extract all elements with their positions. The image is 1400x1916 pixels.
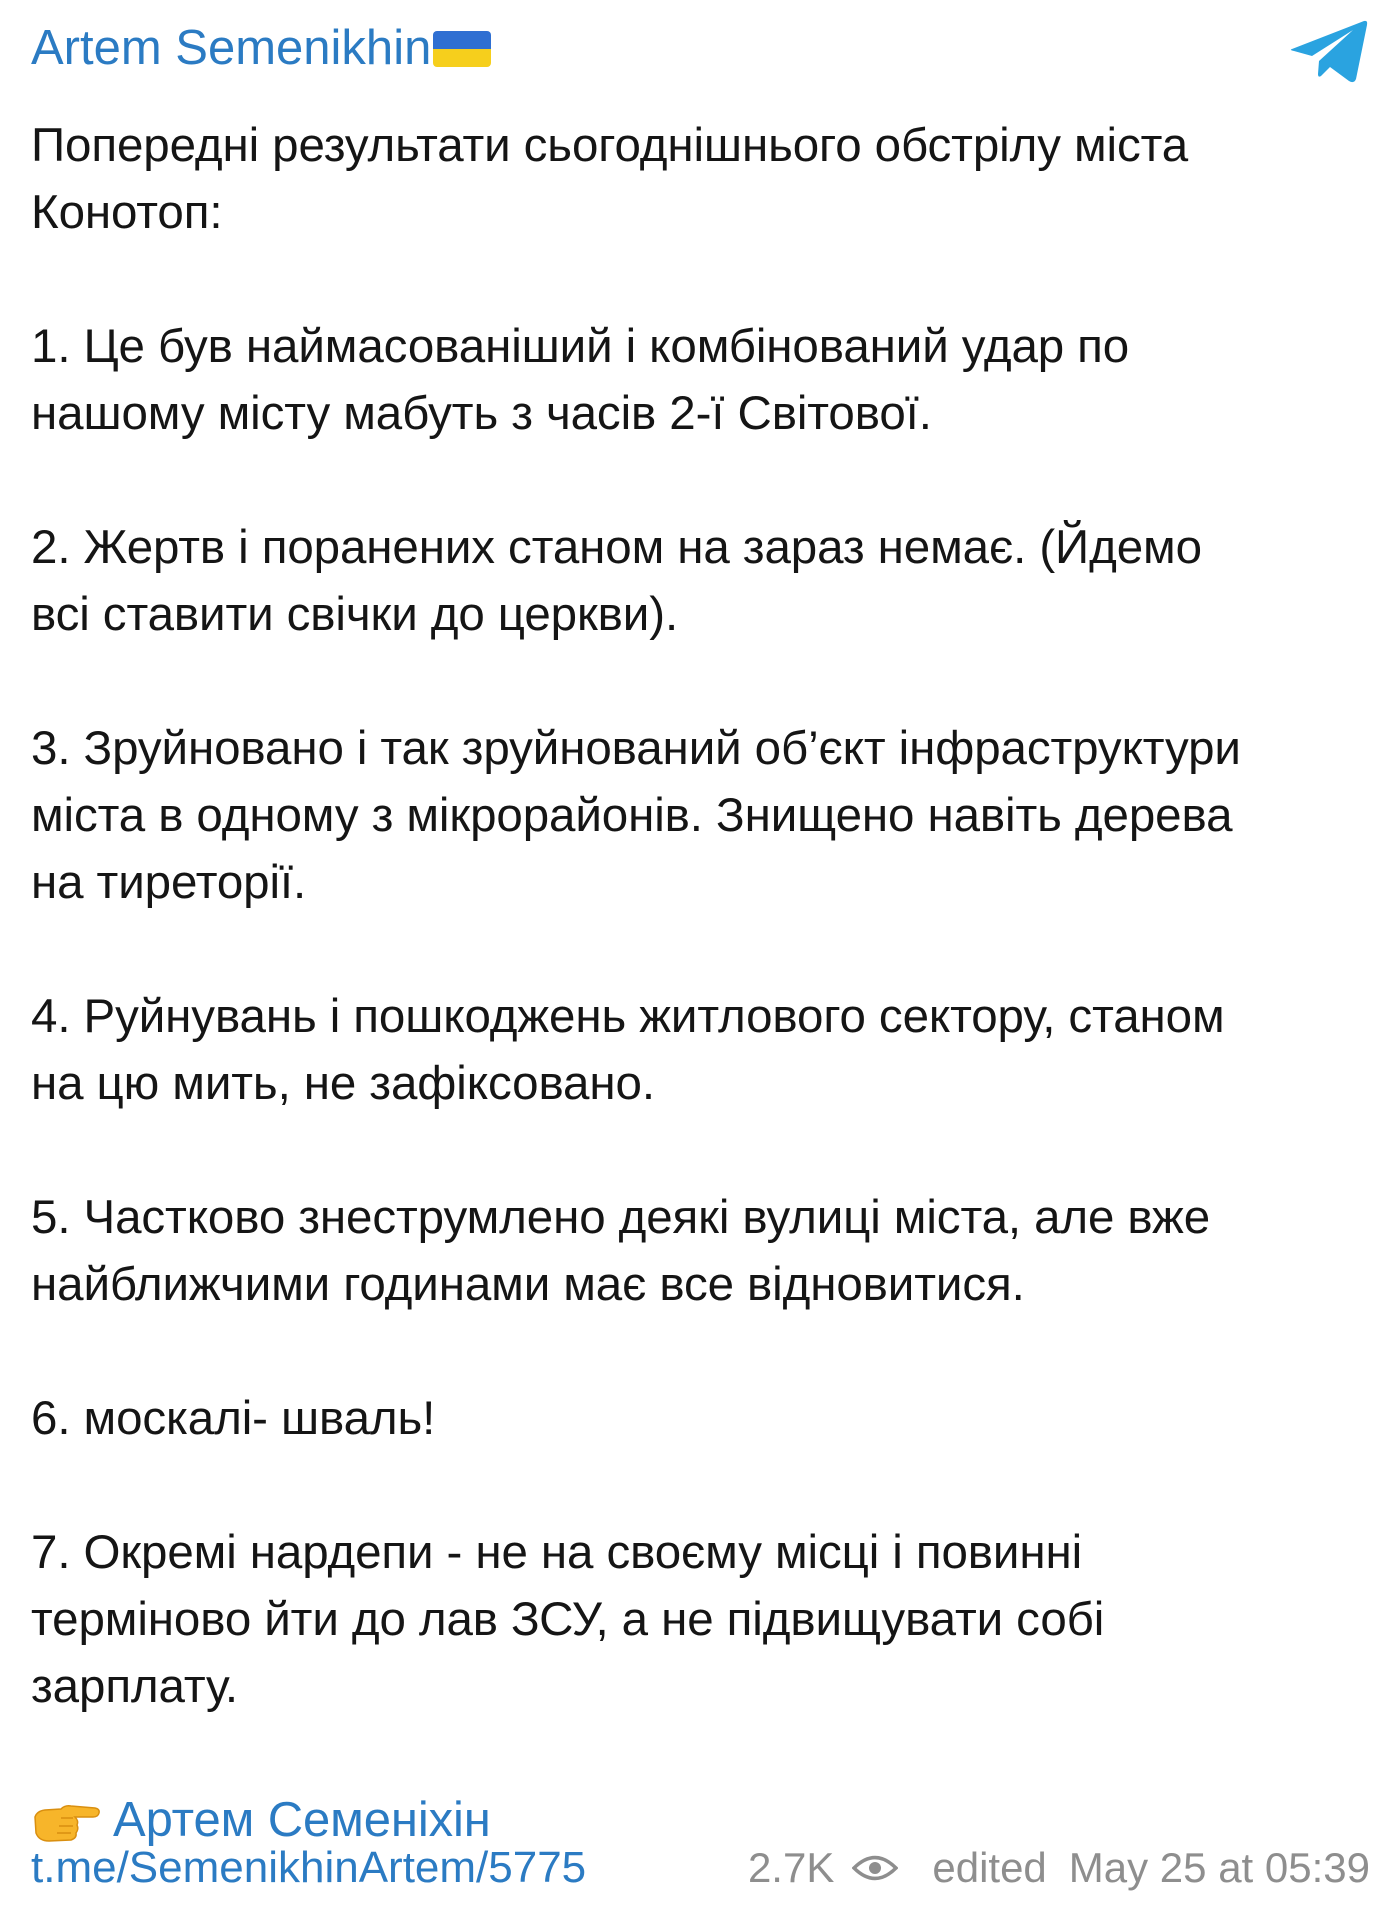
view-count-value: 2.7K <box>747 1844 835 1891</box>
message-paragraph-2: 2. Жертв і поранених станом на зараз немає. (Йдемо всі ставити свічки до церкви). <box>31 521 1202 641</box>
edited-label: edited <box>932 1844 1047 1891</box>
message-paragraph-1: 1. Це був наймасованіший і комбінований удар по нашому місту мабуть з часів 2-ї Світової. <box>31 320 1130 440</box>
message-paragraph-5: 5. Частково знеструмлено деякі вулиці міста, але вже найближчими годинами має все відновитися. <box>31 1191 1211 1311</box>
eye-icon <box>852 1853 898 1883</box>
message-body <box>31 112 1370 1854</box>
message-paragraph-6: 6. москалі- шваль! <box>31 1392 436 1445</box>
channel-author-link[interactable] <box>31 18 491 78</box>
author-name: Artem Semenikhin <box>31 21 432 75</box>
post-meta <box>748 1844 1370 1892</box>
ukraine-flag-icon <box>433 31 491 67</box>
message-paragraph-intro: Попередні результати сьогоднішнього обстрілу міста Конотоп: <box>31 119 1189 239</box>
message-paragraph-7: 7. Окремі нардепи - не на своєму місці і повинні терміново йти до лав ЗСУ, а не підвищувати собі зарплату. <box>31 1526 1105 1713</box>
post-header <box>31 18 1370 88</box>
signature-name: Артем Семеніхін <box>113 1793 491 1847</box>
message-paragraph-3: 3. Зруйновано і так зруйнований об’єкт інфраструктури міста в одному з мікрорайонів. Знищено навіть дерева на тиреторії. <box>31 722 1241 909</box>
telegram-logo-icon[interactable] <box>1288 16 1370 88</box>
view-count <box>748 1844 932 1892</box>
post-footer <box>31 1838 1370 1898</box>
post-timestamp: May 25 at 05:39 <box>1068 1844 1370 1891</box>
post-permalink[interactable]: t.me/SemenikhinArtem/5775 <box>31 1843 587 1892</box>
message-paragraph-4: 4. Руйнувань і пошкоджень житлового сектору, станом на цю мить, не зафіксовано. <box>31 990 1225 1110</box>
